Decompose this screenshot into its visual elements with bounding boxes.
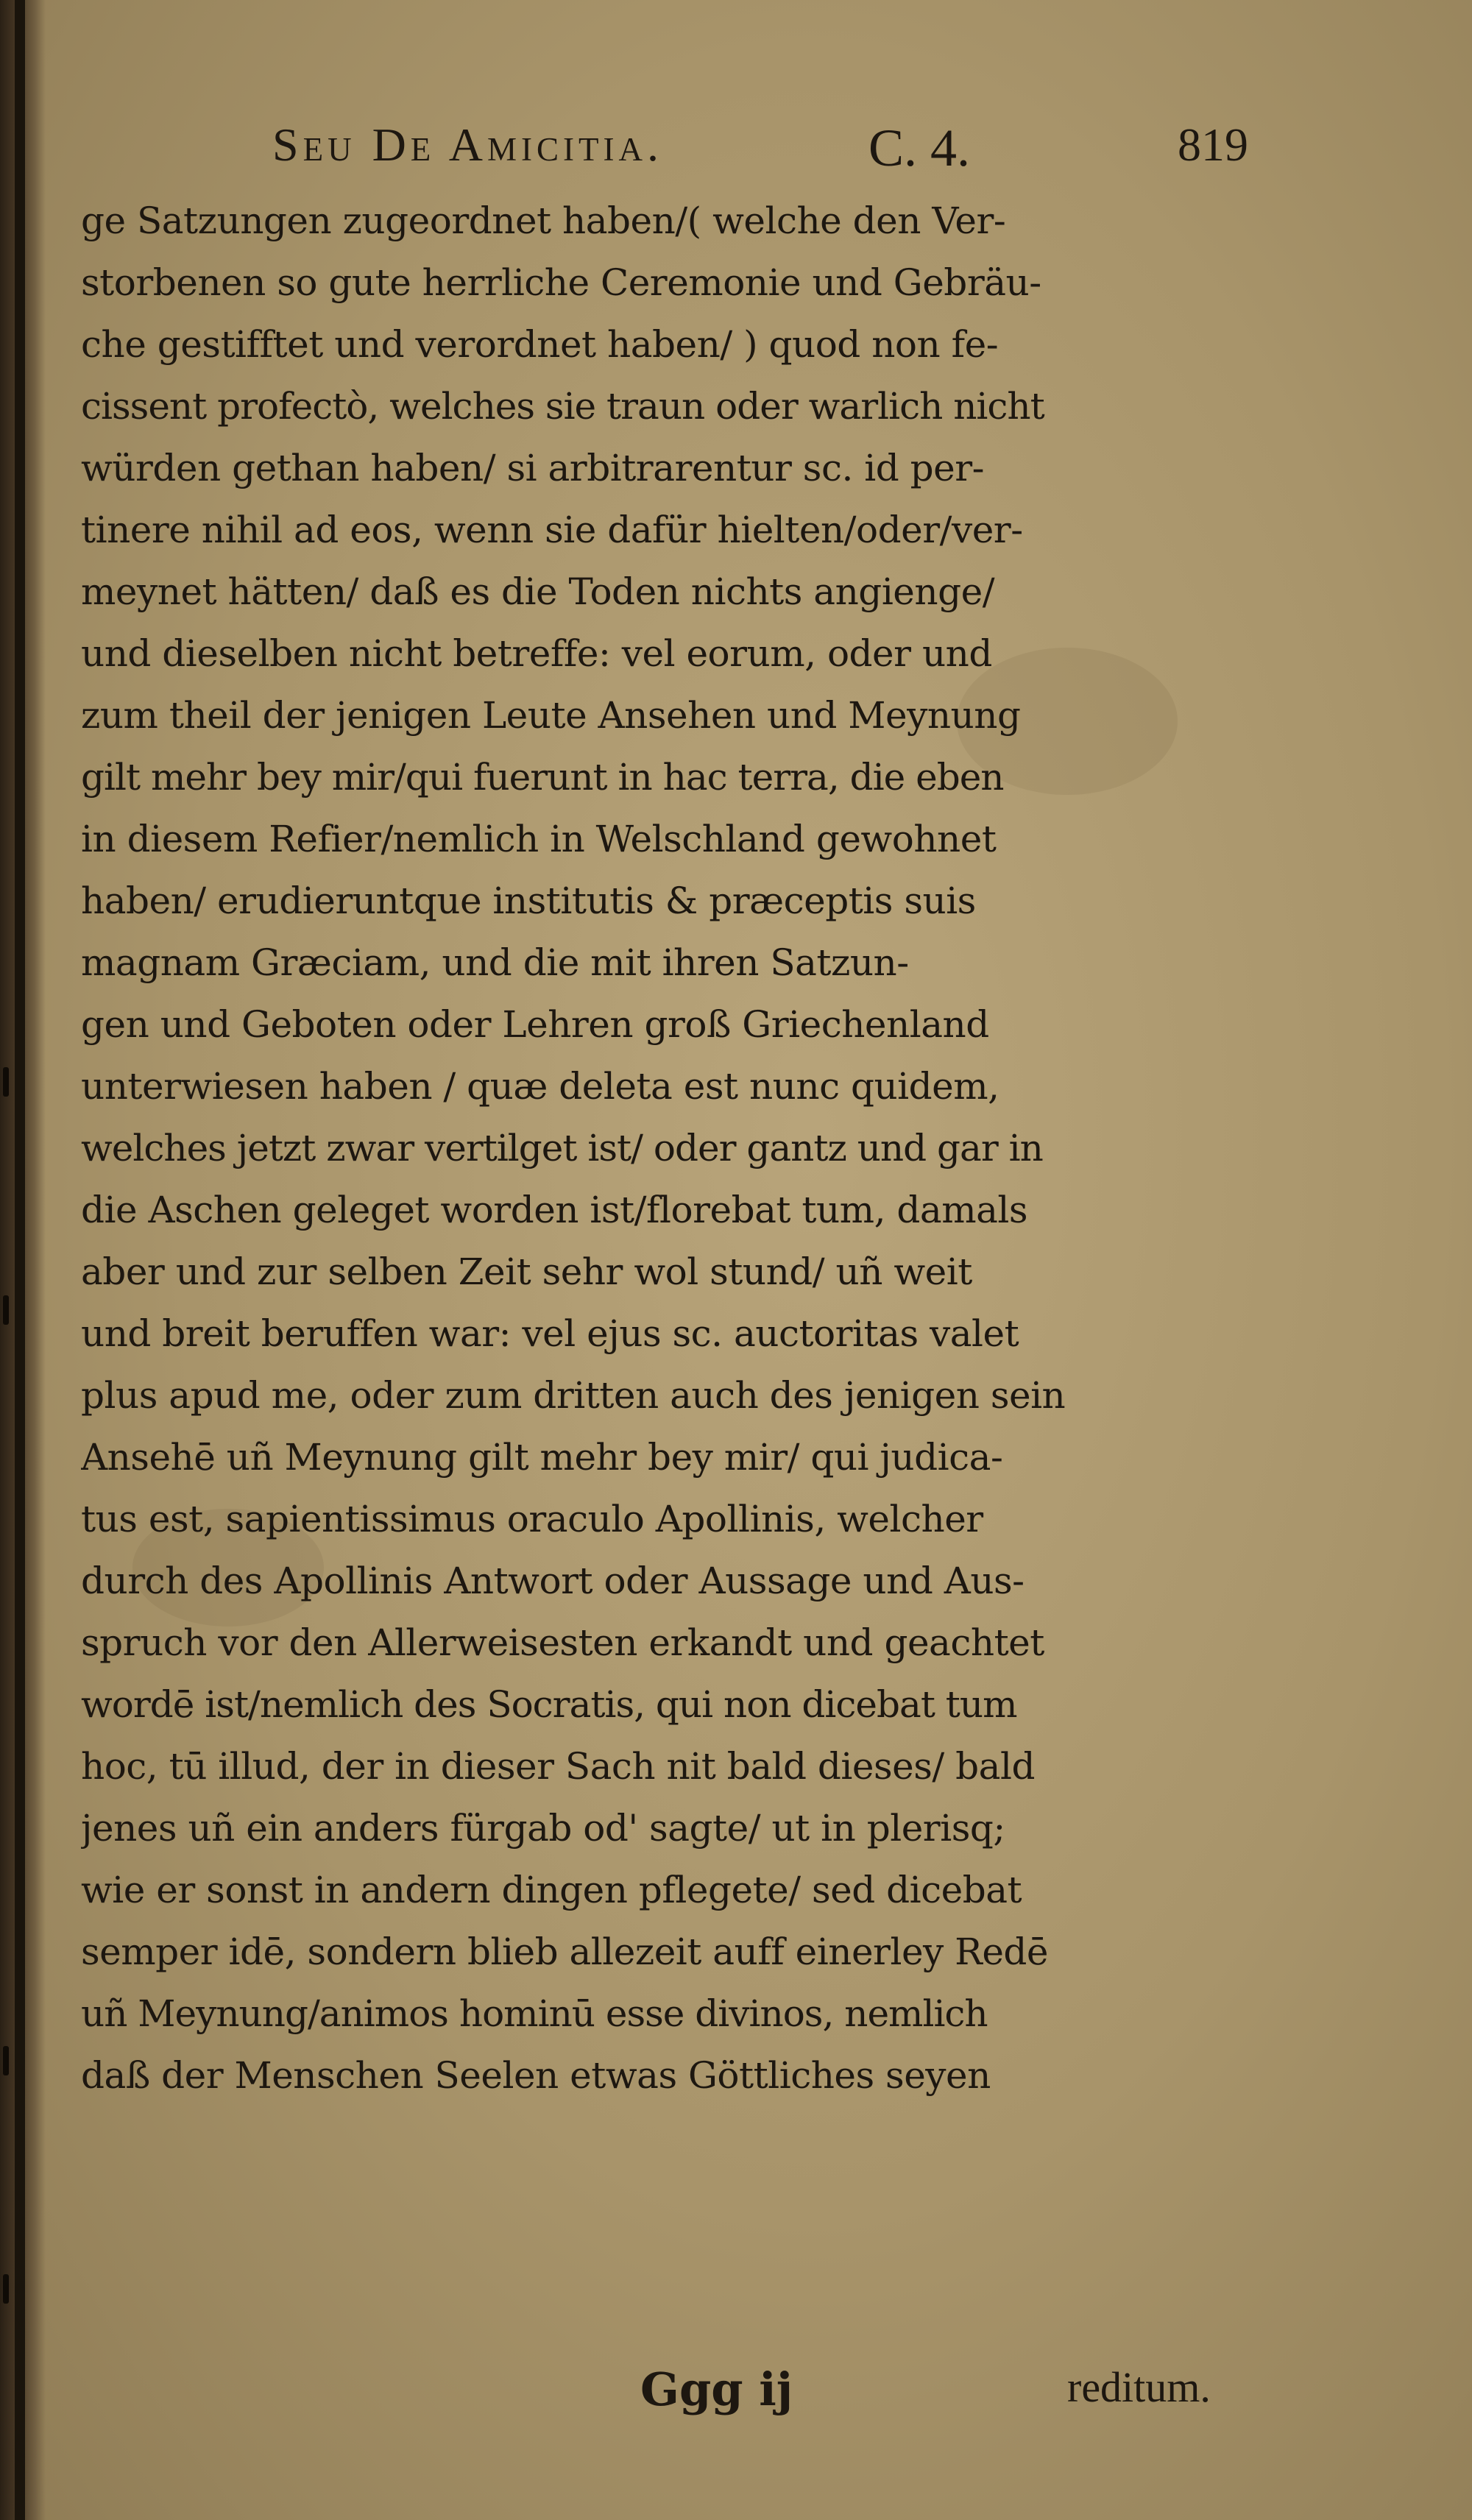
text-line: wie er sonst in andern dingen pflegete/ sed dicebat bbox=[81, 1869, 1022, 1911]
text-line: durch des Apollinis Antwort oder Aussage und Aus- bbox=[81, 1560, 1025, 1602]
text-line: würden gethan haben/ si arbitrarentur sc. id per- bbox=[81, 447, 985, 489]
text-line: daß der Menschen Seelen etwas Göttliches seyen bbox=[81, 2054, 991, 2097]
binding-edge-rule bbox=[15, 0, 25, 2520]
text-line: welches jetzt zwar vertilget ist/ oder gantz und gar in bbox=[81, 1127, 1043, 1169]
page-footer bbox=[81, 2355, 1288, 2436]
book-page bbox=[81, 103, 1288, 2458]
text-line: unterwiesen haben / quæ deleta est nunc quidem, bbox=[81, 1065, 999, 1108]
text-line: Ansehē uñ Meynung gilt mehr bey mir/ qui judica- bbox=[81, 1436, 1003, 1479]
text-line: magnam Græciam, und die mit ihren Satzun- bbox=[81, 941, 909, 984]
text-line: storbenen so gute herrliche Ceremonie und Gebräu- bbox=[81, 261, 1041, 304]
edge-mark bbox=[3, 2046, 9, 2075]
edge-mark bbox=[3, 1295, 9, 1325]
edge-mark bbox=[3, 1067, 9, 1097]
text-line: che gestifftet und verordnet haben/ ) quod non fe- bbox=[81, 323, 999, 366]
text-line: gilt mehr bey mir/qui fuerunt in hac terra, die eben bbox=[81, 756, 1004, 799]
text-line: semper idē, sondern blieb allezeit auff einerley Redē bbox=[81, 1930, 1049, 1973]
text-line: meynet hätten/ daß es die Toden nichts angienge/ bbox=[81, 570, 995, 613]
text-line: ge Satzungen zugeordnet haben/( welche den Ver- bbox=[81, 199, 1006, 242]
text-line: und breit beruffen war: vel ejus sc. auctoritas valet bbox=[81, 1312, 1019, 1355]
page-edge-marks bbox=[0, 0, 15, 2520]
edge-mark bbox=[3, 2274, 9, 2304]
text-line: gen und Geboten oder Lehren groß Griechenland bbox=[81, 1003, 989, 1046]
running-head bbox=[81, 103, 1288, 184]
text-line: und dieselben nicht betreffe: vel eorum, oder und bbox=[81, 632, 992, 675]
text-line: hoc, tū illud, der in dieser Sach nit bald dieses/ bald bbox=[81, 1745, 1035, 1788]
signature-mark: Ggg ij bbox=[640, 2362, 793, 2416]
text-line: die Aschen geleget worden ist/florebat tum, damals bbox=[81, 1189, 1028, 1231]
text-line: aber und zur selben Zeit sehr wol stund/ uñ weit bbox=[81, 1250, 972, 1293]
text-line: in diesem Refier/nemlich in Welschland gewohnet bbox=[81, 818, 997, 860]
running-head-title: Seu De Amicitia. bbox=[272, 118, 663, 171]
running-head-chapter: C. 4. bbox=[868, 118, 971, 177]
page-number: 819 bbox=[1178, 118, 1248, 171]
catchword: reditum. bbox=[1067, 2363, 1211, 2411]
body-text bbox=[81, 190, 1288, 2106]
text-line: wordē ist/nemlich des Socratis, qui non dicebat tum bbox=[81, 1683, 1017, 1726]
text-line: uñ Meynung/animos hominū esse divinos, nemlich bbox=[81, 1992, 988, 2035]
text-line: haben/ erudieruntque institutis & præceptis suis bbox=[81, 879, 976, 922]
text-line: cissent profectò, welches sie traun oder warlich nicht bbox=[81, 385, 1044, 428]
text-line: zum theil der jenigen Leute Ansehen und Meynung bbox=[81, 694, 1021, 737]
text-line: tinere nihil ad eos, wenn sie dafür hielten/oder/ver- bbox=[81, 509, 1023, 551]
text-line: plus apud me, oder zum dritten auch des jenigen sein bbox=[81, 1374, 1066, 1417]
text-line: spruch vor den Allerweisesten erkandt und geachtet bbox=[81, 1621, 1044, 1664]
text-line: jenes uñ ein anders fürgab od' sagte/ ut in plerisq; bbox=[81, 1807, 1005, 1850]
text-line: tus est, sapientissimus oraculo Apollinis, welcher bbox=[81, 1498, 983, 1540]
